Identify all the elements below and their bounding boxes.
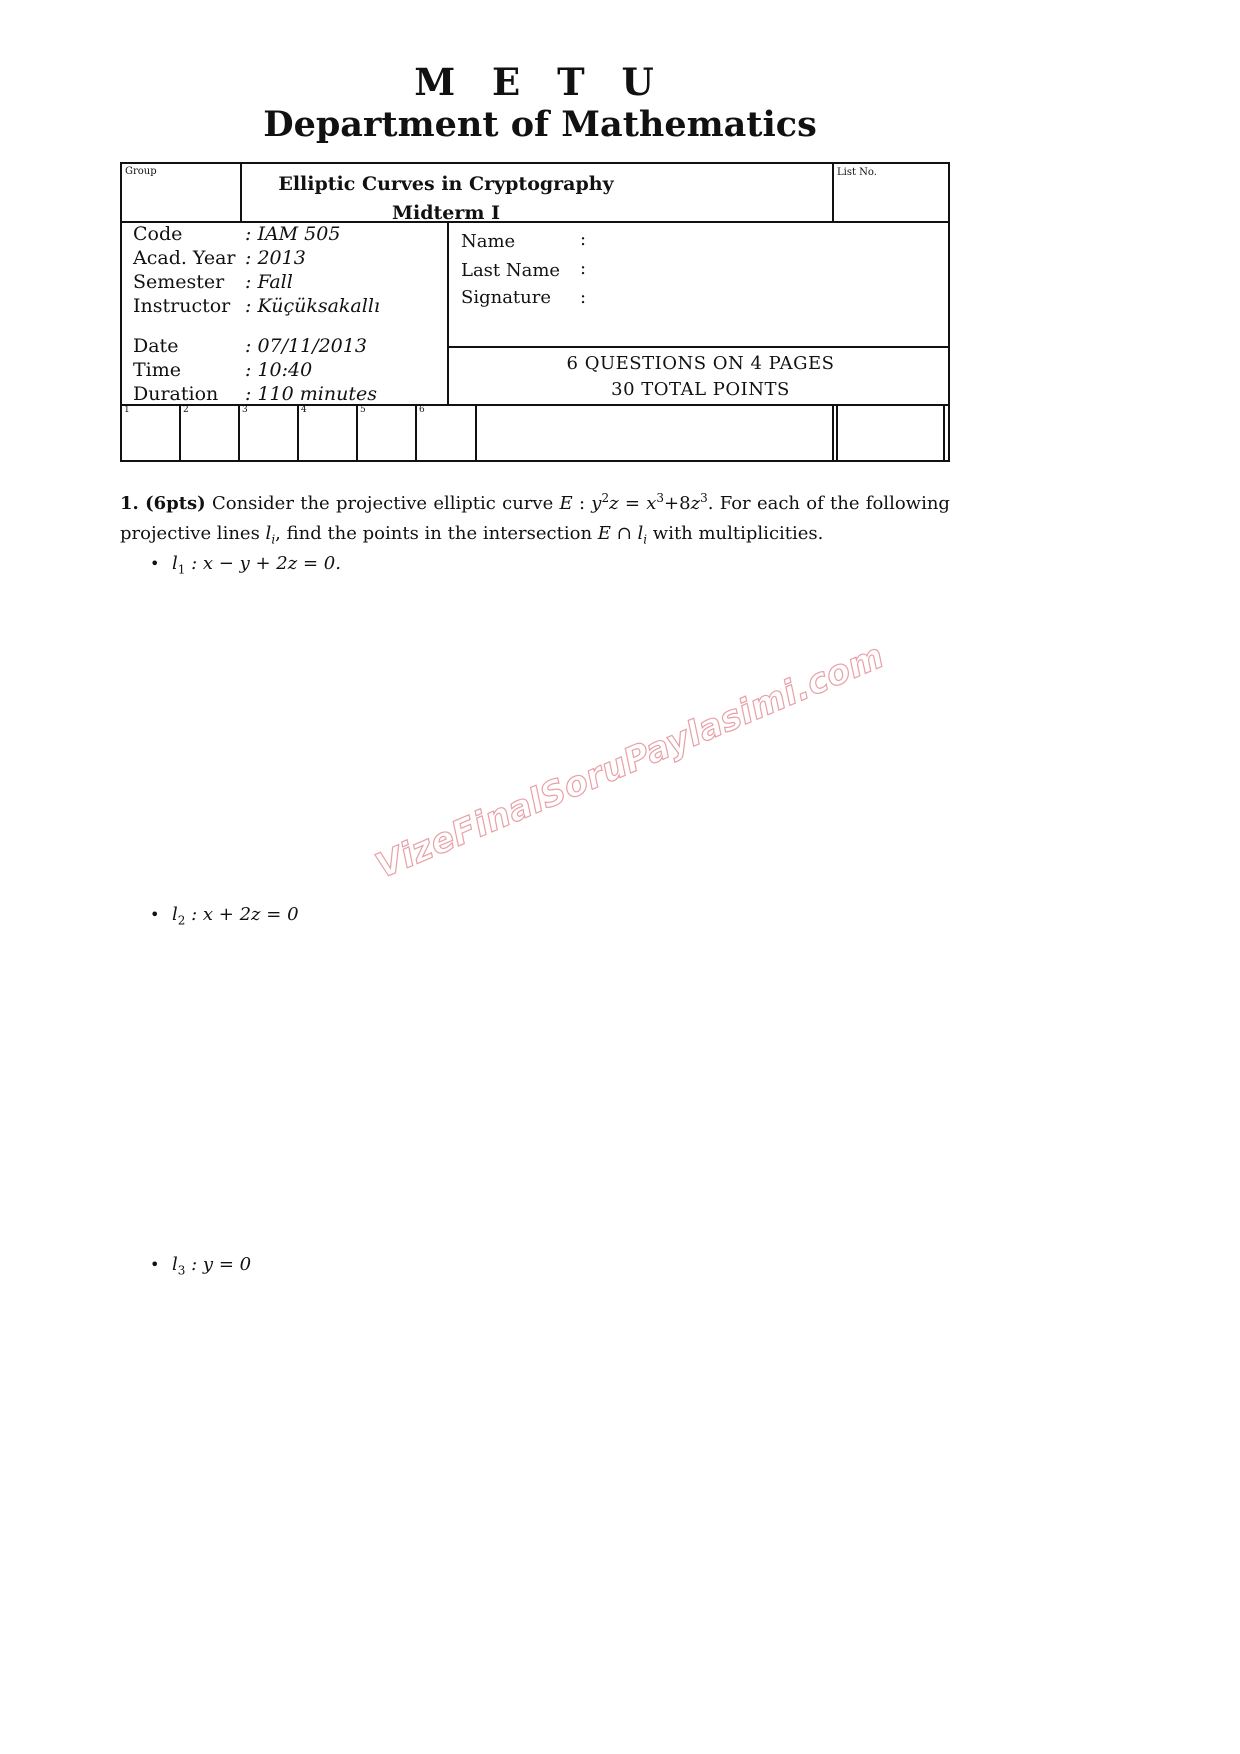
score-cell-number: 6 bbox=[419, 405, 425, 415]
question-text-part: . For each of the following projective lines bbox=[120, 493, 950, 544]
line-item-3 bbox=[150, 1253, 251, 1277]
score-divider bbox=[475, 404, 477, 460]
intersection-expression: E ∩ l bbox=[597, 523, 644, 544]
score-divider bbox=[238, 404, 240, 460]
curve-name: E bbox=[559, 493, 573, 514]
question-text-part: with multiplicities. bbox=[652, 523, 824, 544]
question-points: (6pts) bbox=[145, 493, 206, 514]
score-cell-number: 5 bbox=[360, 405, 366, 415]
info-label-duration: Duration bbox=[133, 383, 219, 405]
curve-var-z: z bbox=[690, 493, 701, 514]
info-value-date: : 07/11/2013 bbox=[245, 335, 367, 357]
info-label-semester: Semester bbox=[133, 271, 225, 293]
info-value-semester: : Fall bbox=[245, 271, 293, 293]
bullet-icon: • bbox=[150, 1255, 160, 1274]
signature-colon: : bbox=[580, 287, 587, 308]
course-title-block bbox=[240, 170, 652, 228]
score-cell-number: 2 bbox=[183, 405, 189, 415]
question-number: 1. bbox=[120, 493, 139, 514]
score-divider bbox=[356, 404, 358, 460]
score-total-divider bbox=[836, 404, 838, 460]
info-label-code: Code bbox=[133, 223, 183, 245]
exam-name: Midterm I bbox=[391, 202, 501, 224]
score-cell-number: 4 bbox=[301, 405, 307, 415]
exam-cover-box bbox=[120, 162, 950, 462]
bullet-icon: • bbox=[150, 554, 160, 573]
line-index: 3 bbox=[177, 1263, 186, 1278]
curve-var-z: z bbox=[609, 493, 619, 514]
info-value-year: : 2013 bbox=[245, 247, 306, 269]
line-item-2 bbox=[150, 903, 299, 927]
info-value-time: : 10:40 bbox=[245, 359, 313, 381]
info-value-duration: : 110 minutes bbox=[245, 383, 377, 405]
department-title: Department of Mathematics bbox=[263, 104, 817, 145]
line-index: 2 bbox=[177, 913, 186, 928]
score-edge-line bbox=[943, 404, 945, 460]
intersection-subscript: i bbox=[643, 532, 648, 547]
cover-vline-listno bbox=[832, 164, 834, 221]
total-points-line: 30 TOTAL POINTS bbox=[611, 379, 790, 400]
info-value-instructor: : Küçüksakallı bbox=[245, 295, 380, 317]
name-colon: : bbox=[580, 229, 587, 250]
group-label: Group bbox=[125, 166, 157, 177]
bullet-icon: • bbox=[150, 905, 160, 924]
signature-label: Signature bbox=[461, 287, 552, 308]
curve-var-y: y bbox=[591, 493, 602, 514]
score-divider bbox=[415, 404, 417, 460]
score-divider bbox=[297, 404, 299, 460]
equals-sign: = bbox=[624, 493, 640, 514]
curve-plus-term: +8 bbox=[664, 493, 691, 514]
question-1-text bbox=[120, 489, 950, 549]
line-equation: : x + 2z = 0 bbox=[191, 904, 299, 925]
score-total-divider bbox=[832, 404, 834, 460]
line-index: 1 bbox=[177, 562, 186, 577]
line-subscript: i bbox=[271, 532, 276, 547]
score-cell-number: 3 bbox=[242, 405, 248, 415]
last-name-label: Last Name bbox=[461, 260, 561, 281]
exponent: 2 bbox=[601, 491, 610, 505]
info-value-code: : IAM 505 bbox=[245, 223, 341, 245]
info-label-time: Time bbox=[133, 359, 182, 381]
watermark-text: VizeFinalSoruPaylasimi.com bbox=[370, 635, 891, 887]
exponent: 3 bbox=[656, 491, 665, 505]
curve-var-x: x bbox=[646, 493, 657, 514]
question-text-part: , find the points in the intersection bbox=[275, 523, 593, 544]
course-name: Elliptic Curves in Cryptography bbox=[278, 173, 614, 195]
line-name: l bbox=[172, 553, 178, 574]
line-name: l bbox=[172, 1254, 178, 1275]
cover-divider-2 bbox=[449, 346, 948, 348]
exam-summary bbox=[449, 351, 952, 403]
list-no-label: List No. bbox=[837, 167, 877, 178]
curve-colon: : bbox=[578, 493, 586, 514]
score-cell-number: 1 bbox=[124, 405, 130, 415]
score-divider bbox=[179, 404, 181, 460]
line-item-1 bbox=[150, 552, 341, 576]
line-equation: : y = 0 bbox=[191, 1254, 252, 1275]
university-title: M E T U bbox=[414, 60, 666, 104]
line-symbol: l bbox=[265, 523, 272, 544]
info-label-instructor: Instructor bbox=[133, 295, 231, 317]
line-name: l bbox=[172, 904, 178, 925]
info-label-date: Date bbox=[133, 335, 179, 357]
line-equation: : x − y + 2z = 0. bbox=[191, 553, 341, 574]
name-label: Name bbox=[461, 231, 516, 252]
exponent: 3 bbox=[700, 491, 708, 505]
question-text-part: Consider the projective elliptic curve bbox=[211, 493, 554, 514]
questions-pages-line: 6 QUESTIONS ON 4 PAGES bbox=[566, 353, 835, 374]
last-name-colon: : bbox=[580, 258, 587, 279]
info-label-year: Acad. Year bbox=[133, 247, 236, 269]
